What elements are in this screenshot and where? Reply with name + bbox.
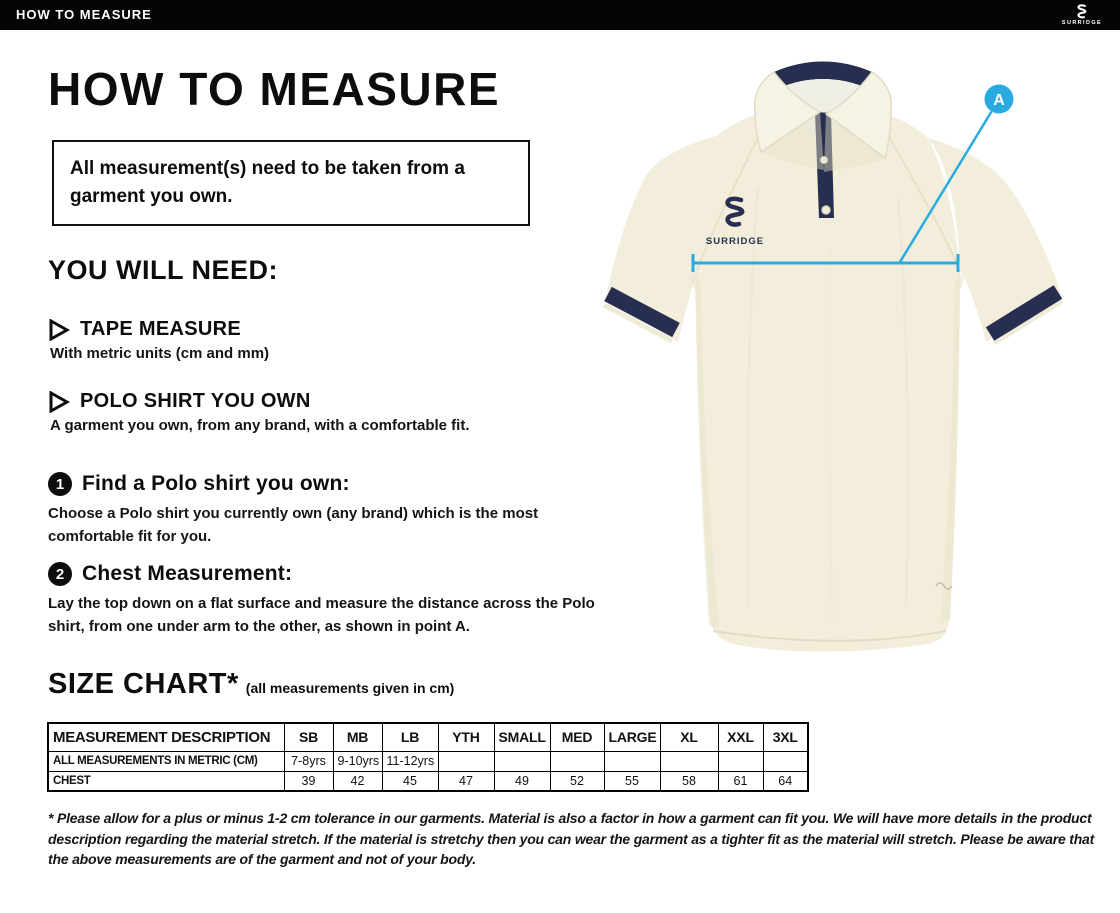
triangle-bullet-icon: [48, 391, 70, 413]
cell: [763, 751, 808, 771]
point-a-label: A: [993, 92, 1005, 109]
cell: 49: [494, 771, 550, 791]
col-small: SMALL: [494, 723, 550, 751]
step-number-badge: 1: [48, 472, 72, 496]
page-title: HOW TO MEASURE: [48, 63, 501, 115]
cell: [550, 751, 604, 771]
col-measurement-description: MEASUREMENT DESCRIPTION: [48, 723, 284, 751]
need-item-description: A garment you own, from any brand, with a comfortable fit.: [50, 417, 470, 434]
need-item-tape-measure: [48, 318, 648, 362]
cell: 39: [284, 771, 333, 791]
cell: [494, 751, 550, 771]
col-yth: YTH: [438, 723, 494, 751]
surridge-logo: [1054, 1, 1110, 29]
cell: [604, 751, 660, 771]
col-mb: MB: [333, 723, 382, 751]
notice-box: [52, 140, 530, 226]
cell: 42: [333, 771, 382, 791]
need-item-title: POLO SHIRT YOU OWN: [80, 390, 311, 412]
polo-shirt-illustration: [598, 48, 1120, 663]
col-xxl: XXL: [718, 723, 763, 751]
size-chart-subtitle: (all measurements given in cm): [245, 680, 455, 696]
cell: [660, 751, 718, 771]
polo-shirt-image: [598, 48, 1120, 663]
table-header-row: [48, 723, 808, 751]
step-description: Choose a Polo shirt you currently own (any brand) which is the most comfortable fit for you.: [48, 505, 539, 545]
cell: 55: [604, 771, 660, 791]
col-lb: LB: [382, 723, 438, 751]
cell: 52: [550, 771, 604, 791]
size-chart-table: [47, 722, 809, 792]
cell: 64: [763, 771, 808, 791]
col-3xl: 3XL: [763, 723, 808, 751]
chest-logo-text: SURRIDGE: [705, 236, 765, 247]
table-row-metric: [48, 751, 808, 771]
surridge-s-icon: [1071, 4, 1093, 19]
col-xl: XL: [660, 723, 718, 751]
need-item-polo-shirt: [48, 390, 648, 434]
col-sb: SB: [284, 723, 333, 751]
row-label: ALL MEASUREMENTS IN METRIC (CM): [48, 751, 284, 771]
step-description: Lay the top down on a flat surface and measure the distance across the Polo shirt, from one under arm to the other, as shown in point A.: [48, 595, 595, 635]
col-med: MED: [550, 723, 604, 751]
top-bar-title: HOW TO MEASURE: [16, 7, 152, 22]
step-2: [48, 562, 623, 638]
cell: 11-12yrs: [382, 751, 438, 771]
need-item-title: TAPE MEASURE: [80, 318, 242, 340]
need-item-description: With metric units (cm and mm): [50, 345, 270, 362]
step-title: Find a Polo shirt you own:: [82, 472, 350, 495]
step-number-badge: 2: [48, 562, 72, 586]
you-will-need-heading: YOU WILL NEED:: [48, 255, 279, 285]
cell: 58: [660, 771, 718, 791]
col-large: LARGE: [604, 723, 660, 751]
cell: [718, 751, 763, 771]
top-bar: [0, 0, 1120, 30]
triangle-bullet-icon: [48, 319, 70, 341]
cell: 45: [382, 771, 438, 791]
row-label: CHEST: [48, 771, 284, 791]
cell: 61: [718, 771, 763, 791]
cell: [438, 751, 494, 771]
size-chart-title: SIZE CHART*: [48, 668, 239, 700]
placket-button: [822, 206, 830, 214]
cell: 9-10yrs: [333, 751, 382, 771]
table-row-chest: [48, 771, 808, 791]
notice-text: All measurement(s) need to be taken from a garment you own.: [70, 158, 465, 207]
cell: 7-8yrs: [284, 751, 333, 771]
point-a-marker: [985, 85, 1014, 114]
cell: 47: [438, 771, 494, 791]
step-1: [48, 472, 623, 548]
size-chart-heading: [48, 668, 454, 701]
step-title: Chest Measurement:: [82, 562, 293, 585]
tolerance-footnote: * Please allow for a plus or minus 1-2 cm tolerance in our garments. Material is also a factor in how a garment can fit you. We will have more details in the product description regarding the material stretch. If the material is stretchy then you can wear the garment as a tighter fit as the material will stretch. Please be aware that the above measurements are of the garment and not of your body.: [48, 810, 1095, 867]
surridge-logo-text: SURRIDGE: [1061, 20, 1103, 26]
